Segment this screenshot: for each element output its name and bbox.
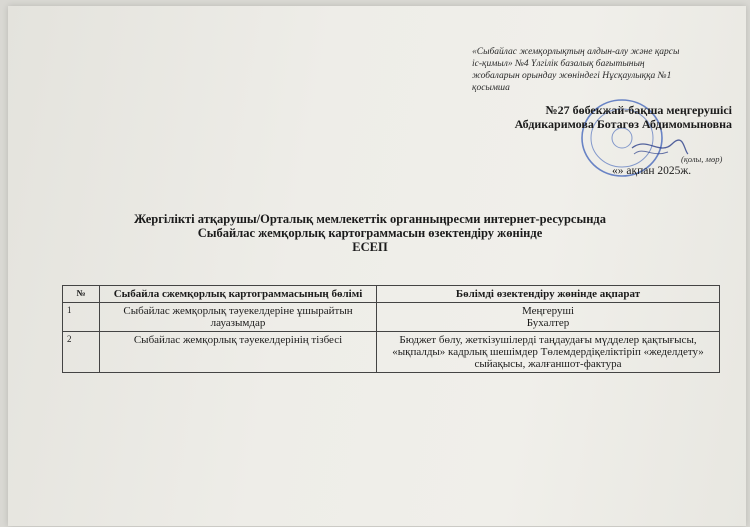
table-row (63, 303, 720, 332)
signer-name: Абдикаримова Ботагөз Абдимомыновна (514, 117, 732, 131)
signature-caption: (қолы, мөр) (681, 154, 723, 164)
row-num: 2 (63, 332, 100, 373)
title-line-1: Жергілікті атқарушы/Орталық мемлекеттік органныңресми интернет-ресурсында (133, 212, 606, 226)
row-info (377, 303, 720, 332)
document-title (40, 212, 700, 254)
approval-line: «Сыбайлас жемқорлықтың алдын-алу және қарсы (472, 47, 680, 57)
approval-date: «» ақпан 2025ж. (612, 165, 692, 177)
title-line-2: Сыбайлас жемқорлық картограммасын өзектендіру жөнінде (197, 226, 543, 240)
header-info: Бөлімді өзектендіру жөнінде ақпарат (377, 286, 720, 303)
info-line: Бухалтер (526, 317, 570, 329)
title-line-3: ЕСЕП (352, 240, 388, 254)
signer-block (440, 103, 732, 131)
header-num: № (63, 286, 100, 303)
approval-line: іс-қимыл» №4 Үлгілік базалық бағытының (472, 59, 645, 69)
row-section: Сыбайлас жемқорлық тәуекелдеріне ұшырайтын лауазымдар (100, 303, 377, 332)
table-row (63, 332, 720, 373)
header-section: Сыбайла сжемқорлық картограммасының бөлімі (100, 286, 377, 303)
table-header-row (63, 286, 720, 303)
info-line: Меңгеруші (521, 305, 575, 317)
row-section: Сыбайлас жемқорлық тәуекелдерінің тізбесі (100, 332, 377, 373)
info-line: Бюджет бөлу, жеткізушілерді таңдаудағы мүдделер қақтығысы, «ықпалды» кадрлық шешімдер Төлемдердіқеліктіріп «жеделдету» сыйақысы, жалғаншот-фактура (392, 334, 704, 370)
row-num: 1 (63, 303, 100, 332)
approval-note (472, 46, 732, 94)
signer-position: №27 бөбекжай-бақша меңгерушісі (545, 103, 732, 117)
report-table (62, 285, 720, 373)
approval-line: қосымша (472, 83, 510, 93)
row-info (377, 332, 720, 373)
approval-line: жобаларын орындау жөніндегі Нұсқаулыққа №1 (472, 71, 672, 81)
